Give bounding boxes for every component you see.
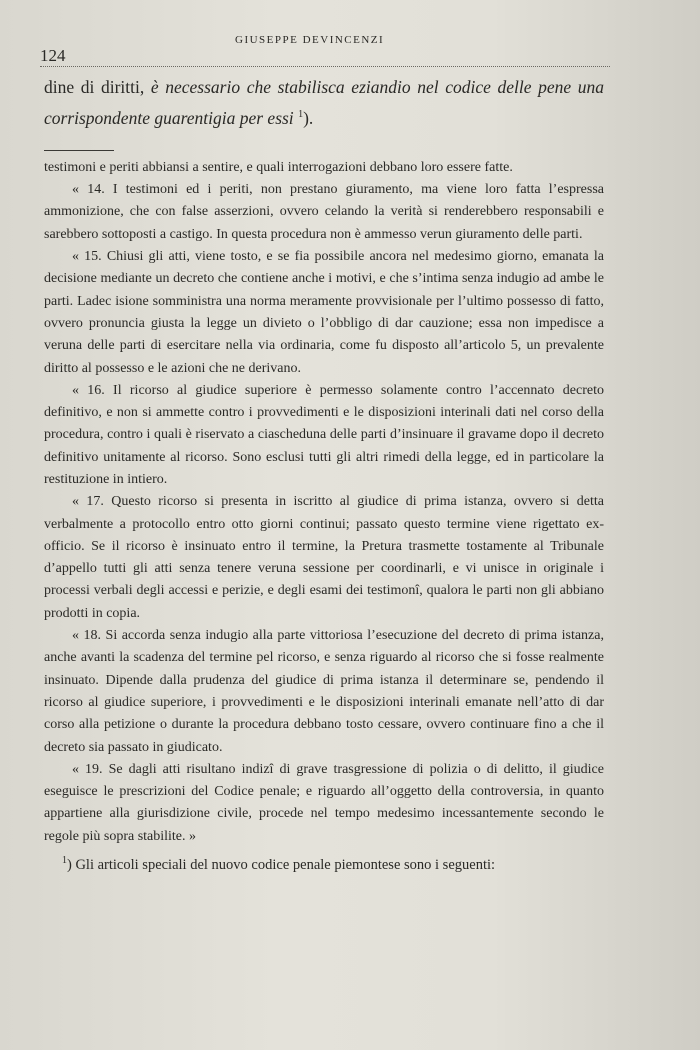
footnote-1-text: ) Gli articoli speciali del nuovo codice penale piemontese sono i seguenti: bbox=[67, 856, 496, 873]
main-text-italic: è necessario che stabilisca eziandio nel codice delle pene una corrispondente guarentigia per essi bbox=[44, 77, 605, 128]
footnote-article-19: « 19. Se dagli atti risultano indizî di grave trasgressione di polizia o di delitto, il giudice eseguisce le prescrizioni del Codice penale; e riguardo all’oggetto della controversia, in quanto appartiene alla giurisdizione civile, procede nel tempo medesimo incessantemente secondo le regole più sopra stabilite. » bbox=[44, 761, 604, 844]
page-content bbox=[44, 74, 604, 876]
footnote-reference: 1 bbox=[298, 109, 304, 120]
footnote-article-18: « 18. Si accorda senza indugio alla parte vittoriosa l’esecuzione del decreto di prima istanza, anche avanti la scadenza del termine pel ricorso, e senza riguardo al ricorso che si fosse realmente insinuato. Dipende dalla prudenza del giudice di prima istanza il determinare se, pendendo il ricorso al giudice superiore, i provvedimenti e le disposizioni interinali emanate nell’atto di dar corso alla petizione o durante la procedura debbano tosto cessare, ovvero continuare fino a che il decreto sia passato in giudicato. bbox=[44, 628, 604, 755]
footnote-continuation: testimoni e periti abbiansi a sentire, e quali interrogazioni debbano loro essere fatte. bbox=[44, 159, 513, 175]
footnote-1 bbox=[44, 850, 604, 876]
main-text bbox=[44, 74, 604, 132]
footnote-article-16: « 16. Il ricorso al giudice superiore è permesso solamente contro l’accennato decreto definitivo, e non si ammette contro i provvedimenti e le disposizioni interinali dati nel corso della procedura, contro i quali è riservato a ciascheduna delle parti d’insinuare il gravame dopo il decreto definitivo unitamente al ricorso. Sono esclusi tutti gli altri rimedi della legge, ed in particolare la restituzione in intiero. bbox=[44, 382, 604, 487]
running-head: GIUSEPPE DEVINCENZI bbox=[235, 34, 385, 46]
footnote-separator bbox=[44, 150, 114, 151]
main-text-plain: dine di diritti, bbox=[44, 77, 151, 97]
footnote-article-14: « 14. I testimoni ed i periti, non prestano giuramento, ma viene loro fatta l’espressa ammonizione, che con false asserzioni, ovvero celando la verità si renderebbero responsabili e sarebbero sottoposti a castigo. In questa procedura non è ammesso verun giuramento delle parti. bbox=[44, 182, 604, 242]
page-header bbox=[40, 26, 610, 67]
footnote-mark: 1 bbox=[62, 855, 67, 867]
main-text-end: ). bbox=[303, 107, 314, 128]
footnote-article-15: « 15. Chiusi gli atti, viene tosto, e se fia possibile ancora nel medesimo giorno, emanata la decisione mediante un decreto che contiene anche i motivi, e che s’intima senza indugio ad ambe le parti. Ladec isione somministra una norma meramente provvisionale per l’ultimo possesso di fatto, ovvero pronuncia giusta la legge un divieto o l’obbligo di dar cauzione; essa non impedisce a veruna delle parti di esercitare nella via ordinaria, come fu disposto all’articolo 5, un prevalente diritto al possesso e le azioni che ne derivano. bbox=[44, 249, 604, 376]
footnote-article-17: « 17. Questo ricorso si presenta in iscritto al giudice di prima istanza, ovvero si detta verbalmente a protocollo entro otto giorni continui; passato questo termine viene rigettato ex-officio. Se il ricorso è insinuato entro il termine, la Pretura trasmette tostamente al Tribunale d’appello tutti gli atti senza tenere veruna sessione per coordinarli, e vi unisce in originale i processi verbali degli accessi e perizie, e degli esami dei testimonî, qualora le parti non gli abbiano prodotti in copia. bbox=[44, 494, 604, 621]
page-number: 124 bbox=[40, 46, 66, 65]
